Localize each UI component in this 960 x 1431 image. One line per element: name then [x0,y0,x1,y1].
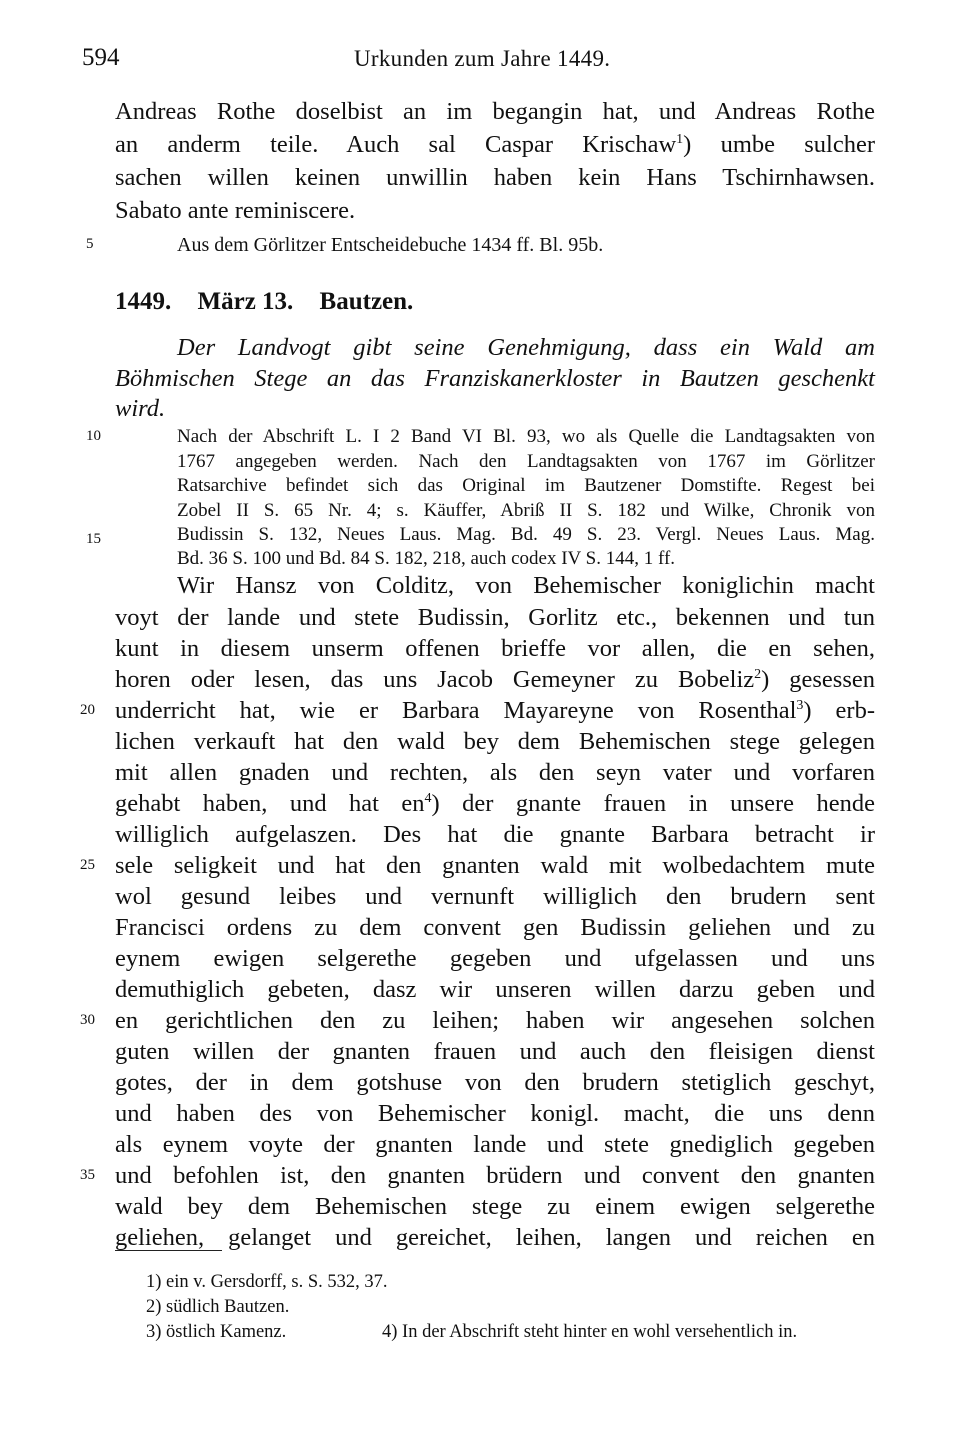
body-line: als eynem voyte der gnanten lande und stete gnediglich gegeben [115,1131,875,1158]
footnote-mark: 4) [382,1322,398,1342]
line-number: 10 [86,428,101,444]
text-line: Sabato ante reminiscere. [115,197,356,224]
line-number: 5 [86,236,94,252]
text-segment: erb- [811,697,875,724]
entry-date: März 13. [197,288,294,315]
text-segment: gesessen [769,666,875,693]
footnote-ref: 1 [676,131,684,147]
body-line: Wir Hansz von Colditz, von Behemischer koniglichin macht [177,572,875,599]
text-segment: horen oder lesen, das uns Jacob Gemeyner zu Bobeliz [115,666,755,693]
text-line [115,130,875,160]
paren: ) [761,666,770,693]
paren: ) [683,131,692,158]
note-line: 1767 angegeben werden. Nach den Landtagsakten von 1767 im Görlitzer [177,451,875,472]
footnote [146,1270,388,1294]
footnote [146,1295,289,1319]
footnote-text: östlich Kamenz. [166,1322,287,1342]
footnote-text: In der Abschrift steht hinter en wohl versehentlich in. [402,1322,798,1342]
text-segment: gehabt haben, und hat en [115,790,425,817]
body-line: Francisci ordens zu dem convent gen Budissin geliehen und zu [115,914,875,941]
entry-place: Bautzen. [319,288,414,315]
note-line: Nach der Abschrift L. I 2 Band VI Bl. 93, wo als Quelle die Landtagsakten von [177,426,875,447]
footnote-ref: 3 [796,697,804,713]
body-line: gotes, der in dem gotshuse von den brudern stetiglich geschyt, [115,1069,875,1096]
text-segment: an anderm teile. Auch sal Caspar Krischaw [115,131,677,158]
page-header [82,44,878,84]
note-line: Bd. 36 S. 100 und Bd. 84 S. 182, 218, auch codex IV S. 144, 1 ff. [177,548,676,569]
text-line: Andreas Rothe doselbist an im begangin hat, und Andreas Rothe [115,98,875,125]
body-line: wol gesund leibes und vernunft williglich den brudern sent [115,883,875,910]
paren: ) [431,790,440,817]
body-line: kunt in diesem unserm offenen brieffe vor allen, die en sehen, [115,635,875,662]
line-number: 15 [86,531,101,547]
footnote [146,1320,286,1344]
body-line: voyt der lande und stete Budissin, Gorlitz etc., bekennen und tun [115,604,875,631]
regest-line: Der Landvogt gibt seine Genehmigung, dass ein Wald am [177,334,875,361]
body-line: guten willen der gnanten frauen und auch den fleisigen dienst [115,1038,875,1065]
footnote-mark: 2) [146,1297,162,1317]
text-segment: underricht hat, wie er Barbara Mayareyne von Rosenthal [115,697,797,724]
entry-heading [115,288,433,316]
body-line: wald bey dem Behemischen stege zu einem ewigen selgerethe [115,1193,875,1220]
footnote [382,1320,797,1344]
body-line: eynem ewigen selgerethe gegeben und ufgelassen und uns [115,945,875,972]
body-line: lichen verkauft hat den wald bey dem Behemischen stege gelegen [115,728,875,755]
paren: ) [803,697,812,724]
footnote-mark: 3) [146,1322,162,1342]
page-number: 594 [82,44,120,71]
regest-line: Böhmischen Stege an das Franziskanerkloster in Bautzen geschenkt [115,365,875,392]
regest-line: wird. [115,395,166,422]
footnote-ref: 2 [754,666,762,682]
footnote-mark: 1) [146,1272,162,1292]
body-line [115,696,875,726]
footnote-rule [115,1250,222,1251]
body-line: und haben des von Behemischer konigl. macht, die uns denn [115,1100,875,1127]
footnote-text: südlich Bautzen. [166,1297,290,1317]
source-note: Aus dem Görlitzer Entscheidebuche 1434 ff. Bl. 95b. [177,234,604,256]
running-head: Urkunden zum Jahre 1449. [354,46,611,71]
note-line: Budissin S. 132, Neues Laus. Mag. Bd. 49 S. 23. Vergl. Neues Laus. Mag. [177,524,875,545]
line-number: 35 [80,1167,95,1183]
note-line: Ratsarchive befindet sich das Original im Bautzener Domstifte. Regest bei [177,475,875,496]
body-line: geliehen, gelanget und gereichet, leihen, langen und reichen en [115,1224,875,1251]
body-line [115,789,875,819]
body-line: und befohlen ist, den gnanten brüdern und convent den gnanten [115,1162,875,1189]
body-line: williglich aufgelaszen. Des hat die gnante Barbara betracht ir [115,821,875,848]
text-segment: umbe sulcher [691,131,875,158]
body-line: mit allen gnaden und rechten, als den seyn vater und vorfaren [115,759,875,786]
line-number: 25 [80,857,95,873]
line-number: 20 [80,702,95,718]
body-line [115,665,875,695]
body-line: en gerichtlichen den zu leihen; haben wir angesehen solchen [115,1007,875,1034]
entry-year: 1449. [115,288,172,315]
body-line: sele seligkeit und hat den gnanten wald mit wolbedachtem mute [115,852,875,879]
text-segment: der gnante frauen in unsere hende [439,790,876,817]
text-line: sachen willen keinen unwillin haben kein Hans Tschirnhawsen. [115,164,875,191]
line-number: 30 [80,1012,95,1028]
body-line: demuthiglich gebeten, dasz wir unseren willen darzu geben und [115,976,875,1003]
footnote-ref: 4 [424,790,432,806]
footnote-text: ein v. Gersdorff, s. S. 532, 37. [166,1272,388,1292]
note-line: Zobel II S. 65 Nr. 4; s. Käuffer, Abriß II S. 182 und Wilke, Chronik von [177,500,875,521]
